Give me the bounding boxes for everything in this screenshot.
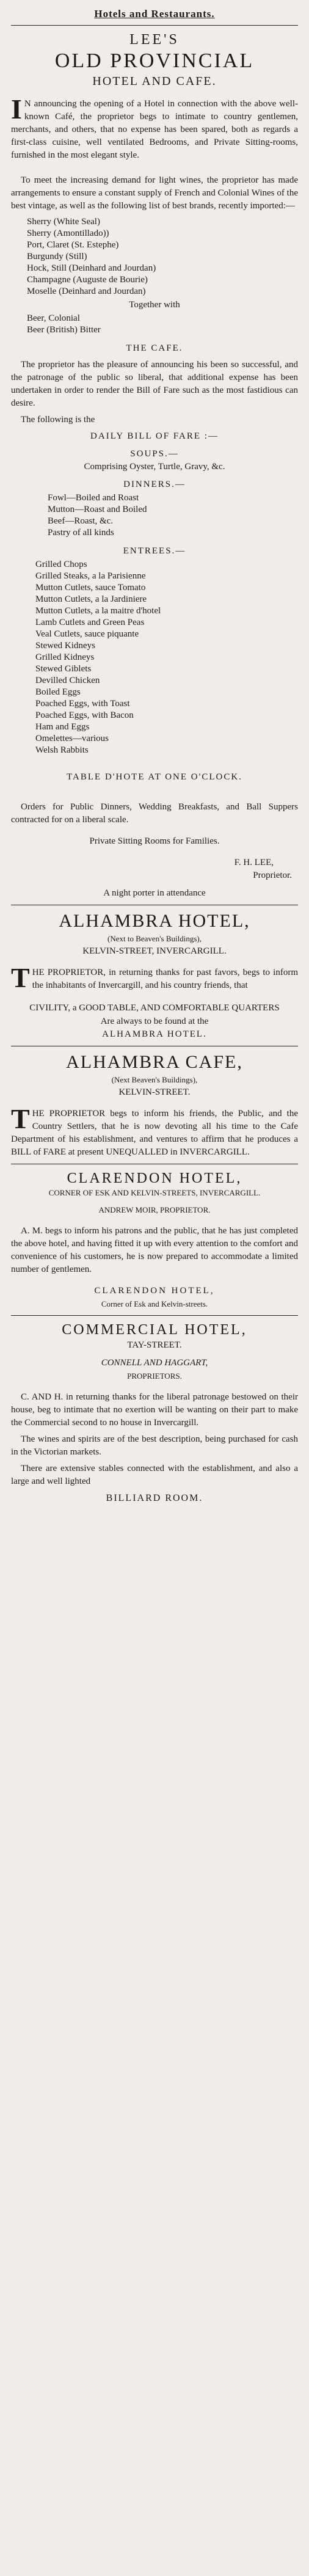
newspaper-column <box>11 0 298 1505</box>
lees-wine-list <box>27 216 298 297</box>
alhambra-hotel-found-at: Are always to be found at the <box>100 1016 209 1026</box>
clarendon-proprietor: ANDREW MOIR, PROPRIETOR. <box>98 1205 211 1214</box>
lees-beer-list <box>27 313 298 336</box>
lees-bill-heading: DAILY BILL OF FARE :— <box>90 431 219 441</box>
list-item: Grilled Chops <box>35 560 87 569</box>
lees-title: OLD PROVINCIAL <box>54 49 255 72</box>
list-item: Omelettes—various <box>35 734 109 743</box>
clarendon-advert <box>11 1169 298 1310</box>
list-item: Poached Eggs, with Bacon <box>35 710 134 720</box>
lees-entrees-heading: ENTREES.— <box>123 546 186 556</box>
clarendon-address: CORNER OF ESK AND KELVIN-STREETS, INVERCARGILL. <box>48 1188 261 1197</box>
alhambra-cafe-street: KELVIN-STREET. <box>118 1087 191 1097</box>
list-item: Hock, Still (Deinhard and Jourdan) <box>27 263 156 273</box>
lees-intro: IN announcing the opening of a Hotel in connection with the above well-known Café, the proprietor begs to intimate to country gentlemen, merchants, and others, that no expense has been spared, both as regards a first-class cuisine, well ventilated Bedrooms, and Private Sitting-rooms, furnished in the most elegant style. <box>11 93 298 160</box>
lees-cafe-paragraph: The proprietor has the pleasure of announcing his been so successful, and the patronage of the public so liberal, that additional expense has been undertaken in order to render the Bill of Fare such as the most fastidious can desire. <box>11 360 298 408</box>
lees-advert <box>11 31 298 900</box>
list-item: Beer (British) Bitter <box>27 325 101 335</box>
clarendon-footer-address: Corner of Esk and Kelvin-streets. <box>101 1299 208 1308</box>
list-item: Grilled Kidneys <box>35 652 95 662</box>
lees-private-rooms: Private Sitting Rooms for Families. <box>89 836 220 846</box>
clarendon-footer-title: CLARENDON HOTEL, <box>94 1286 215 1296</box>
commercial-paragraph-1: C. AND H. in returning thanks for the liberal patronage bestowed on their house, beg to intimate that no exertion will be wanting on their part to make the Commercial second to no house in Invercargill. <box>11 1392 298 1428</box>
alhambra-hotel-paragraph: THE PROPRIETOR, in returning thanks for past favors, begs to inform the inhabitants of Invercargill, and his country friends, that <box>11 962 298 993</box>
commercial-proprietors-label: PROPRIETORS. <box>127 1371 182 1381</box>
alhambra-hotel-footer: ALHAMBRA HOTEL. <box>102 1029 207 1039</box>
lees-soups-heading: SOUPS.— <box>130 449 179 459</box>
lees-dinners-heading: DINNERS.— <box>123 480 186 489</box>
alhambra-hotel-location: (Next to Beaven's Buildings), <box>107 934 202 943</box>
list-item: Mutton—Roast and Boiled <box>48 505 147 514</box>
list-item: Lamb Cutlets and Green Peas <box>35 618 145 627</box>
alhambra-hotel-civility: CIVILITY, a GOOD TABLE, AND COMFORTABLE QUARTERS <box>29 1003 280 1013</box>
lees-night-porter: A night porter in attendance <box>103 888 206 898</box>
list-item: Mutton Cutlets, sauce Tomato <box>35 583 146 593</box>
lees-wines-paragraph: To meet the increasing demand for light wines, the proprietor has made arrangements to ensure a constant supply of French and Colonial Wines of the best vintage, as well as the following list of best brands, recently imported:— <box>11 175 298 211</box>
lees-soups-text: Comprising Oyster, Turtle, Gravy, &c. <box>84 462 225 472</box>
lees-dinners-list <box>48 492 298 539</box>
list-item: Fowl—Boiled and Roast <box>48 493 139 503</box>
lees-following-is: The following is the <box>21 415 95 425</box>
divider <box>11 25 298 26</box>
list-item: Mutton Cutlets, a la Jardiniere <box>35 594 147 604</box>
clarendon-paragraph: A. M. begs to inform his patrons and the public, that he has just completed the above hotel, and having fitted it up with every attention to the comfort and convenience of his customers, he is now prepared to accommodate a limited number of gentlemen. <box>11 1226 298 1274</box>
list-item: Sherry (White Seal) <box>27 217 100 227</box>
list-item: Sherry (Amontillado)) <box>27 228 109 238</box>
lees-signature-title: Proprietor. <box>253 870 292 880</box>
commercial-billiard: BILLIARD ROOM. <box>106 1493 203 1503</box>
alhambra-cafe-advert <box>11 1051 298 1159</box>
list-item: Veal Cutlets, sauce piquante <box>35 629 139 639</box>
section-heading: Hotels and Restaurants. <box>94 8 215 20</box>
lees-cafe-heading: THE CAFE. <box>126 343 183 353</box>
list-item: Stewed Kidneys <box>35 641 95 651</box>
list-item: Stewed Giblets <box>35 664 92 674</box>
commercial-street: TAY-STREET. <box>127 1340 182 1350</box>
alhambra-cafe-title: ALHAMBRA CAFE, <box>66 1052 243 1072</box>
clarendon-title: CLARENDON HOTEL, <box>67 1170 242 1186</box>
list-item: Poached Eggs, with Toast <box>35 699 130 709</box>
list-item: Burgundy (Still) <box>27 252 87 261</box>
alhambra-hotel-advert <box>11 910 298 1041</box>
lees-signature: F. H. LEE, <box>234 858 274 867</box>
list-item: Moselle (Deinhard and Jourdan) <box>27 286 146 296</box>
list-item: Pastry of all kinds <box>48 528 114 538</box>
list-item: Grilled Steaks, a la Parisienne <box>35 571 146 581</box>
commercial-advert <box>11 1321 298 1505</box>
lees-name: LEE'S <box>129 32 180 48</box>
alhambra-hotel-title: ALHAMBRA HOTEL, <box>59 911 250 931</box>
lees-together-with: Together with <box>129 300 180 310</box>
alhambra-cafe-paragraph: THE PROPRIETOR begs to inform his friends, the Public, and the Country Settlers, that he is now devoting all his time to the Cafe Department of his establishment, and ventures to affirm that he produces a BILL of FARE at present UNEQUALLED in INVERCARGILL. <box>11 1103 298 1157</box>
commercial-paragraph-3: There are extensive stables connected with the establishment, and also a large and well lighted <box>11 1464 298 1486</box>
list-item: Beer, Colonial <box>27 313 80 323</box>
commercial-paragraph-2: The wines and spirits are of the best description, being purchased for cash in the Victorian markets. <box>11 1434 298 1457</box>
list-item: Beef—Roast, &c. <box>48 516 114 526</box>
list-item: Port, Claret (St. Estephe) <box>27 240 119 250</box>
list-item: Champagne (Auguste de Bourie) <box>27 275 148 285</box>
lees-orders-paragraph: Orders for Public Dinners, Wedding Breakfasts, and Ball Suppers contracted for on a liberal scale. <box>11 802 298 825</box>
alhambra-cafe-location: (Next Beaven's Buildings), <box>111 1075 198 1084</box>
divider <box>11 1315 298 1316</box>
list-item: Welsh Rabbits <box>35 745 89 755</box>
list-item: Ham and Eggs <box>35 722 90 732</box>
commercial-title: COMMERCIAL HOTEL, <box>62 1322 247 1338</box>
lees-entrees-list <box>35 559 298 756</box>
lees-table-dhote: TABLE D'HOTE AT ONE O'CLOCK. <box>67 772 242 782</box>
list-item: Mutton Cutlets, a la maitre d'hotel <box>35 606 161 616</box>
lees-subtitle: HOTEL AND CAFE. <box>92 75 217 88</box>
alhambra-hotel-street: KELVIN-STREET, INVERCARGILL. <box>82 946 227 956</box>
list-item: Devilled Chicken <box>35 676 100 685</box>
list-item: Boiled Eggs <box>35 687 81 697</box>
commercial-proprietors: CONNELL AND HAGGART, <box>101 1358 208 1368</box>
